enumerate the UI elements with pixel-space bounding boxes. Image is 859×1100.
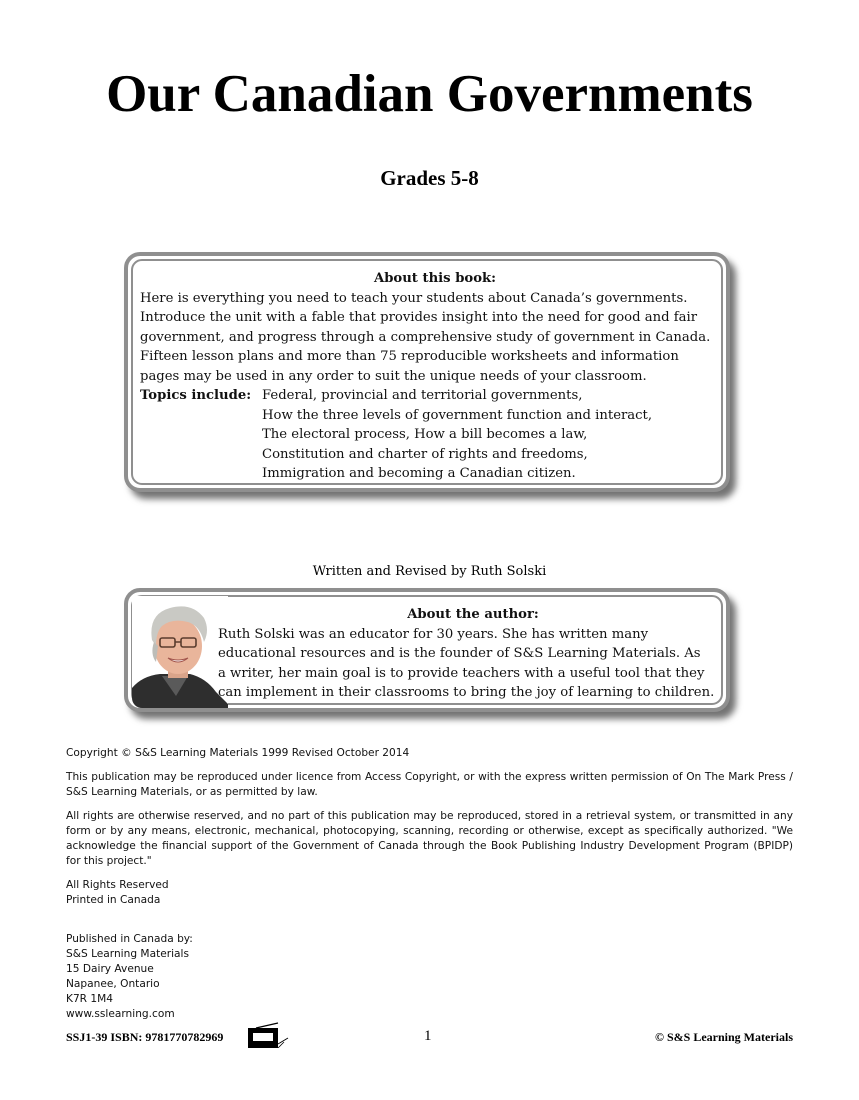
licence-text: This publication may be reproduced under licence from Access Copyright, or with the express written permission of On The Mark Press / S&S Learning Materials, or as permitted by law. [66,771,793,798]
about-author-box [124,588,730,712]
about-author-line: can implement in their classrooms to bring the joy of learning to children. [218,685,715,700]
about-author-line: Ruth Solski was an educator for 30 years. She has written many [218,626,649,642]
about-book-line: Here is everything you need to teach your students about Canada’s governments. [140,290,688,306]
footer-copyright: © S&S Learning Materials [655,1030,793,1044]
page-number: 1 [424,1028,432,1044]
page-title: Our Canadian Governments [106,65,753,123]
about-book-line: government, and progress through a comprehensive study of government in Canada. [140,329,711,345]
publisher-website[interactable]: www.sslearning.com [66,1008,175,1020]
publisher-intro: Published in Canada by: [66,933,193,945]
reserved-block [66,878,793,908]
publisher-postal: K7R 1M4 [66,993,114,1005]
publisher-block [66,932,793,1022]
photocopier-icon [248,1022,298,1048]
rights-notice [66,809,793,869]
about-book-line: Introduce the unit with a fable that provides insight into the need for good and fair [140,310,698,325]
about-book-box [124,252,730,492]
grade-level: Grades 5-8 [380,166,479,190]
about-book-heading: About this book: [373,271,497,286]
author-byline: Written and Revised by Ruth Solski [312,564,547,579]
licence-notice [66,770,793,800]
copyright-line: Copyright © S&S Learning Materials 1999 Revised October 2014 [66,747,410,759]
topics-list [262,386,652,484]
about-book-line: Fifteen lesson plans and more than 75 reproducible worksheets and information [140,349,679,364]
rights-text: All rights are otherwise reserved, and no part of this publication may be reproduced, stored in a retrieval system, or transmitted in any form or by any means, electronic, mechanical, photocopying, scanning, recording or otherwise, except as specifically authorized. "We acknowledge the financial support of the Government of Canada through the Book Publishing Industry Development Program (BPIDP) for this project." [66,810,793,867]
topics-section [140,386,730,484]
copyright-notice [66,746,793,761]
topic-item: How the three levels of government function and interact, [262,407,653,423]
publisher-city: Napanee, Ontario [66,978,160,990]
about-book-line: pages may be used in any order to suit the unique needs of your classroom. [140,368,647,384]
publisher-name: S&S Learning Materials [66,948,189,960]
topic-item: Constitution and charter of rights and freedoms, [262,446,588,462]
topic-item: Immigration and becoming a Canadian citizen. [262,466,576,481]
footer-code-isbn: SSJ1-39 ISBN: 9781770782969 [66,1030,224,1044]
all-rights-reserved: All Rights Reserved [66,879,169,891]
author-photo [132,596,228,708]
about-author-line: a writer, her main goal is to provide teachers with a useful tool that they [218,665,705,681]
topics-label: Topics include: [140,388,252,403]
about-author-heading: About the author: [407,607,539,622]
topic-item: The electoral process, How a bill becomes a law, [262,427,588,442]
printed-in-canada: Printed in Canada [66,894,161,906]
publisher-street: 15 Dairy Avenue [66,963,154,975]
topic-item: Federal, provincial and territorial governments, [262,388,583,403]
about-author-line: educational resources and is the founder of S&S Learning Materials. As [218,646,701,661]
